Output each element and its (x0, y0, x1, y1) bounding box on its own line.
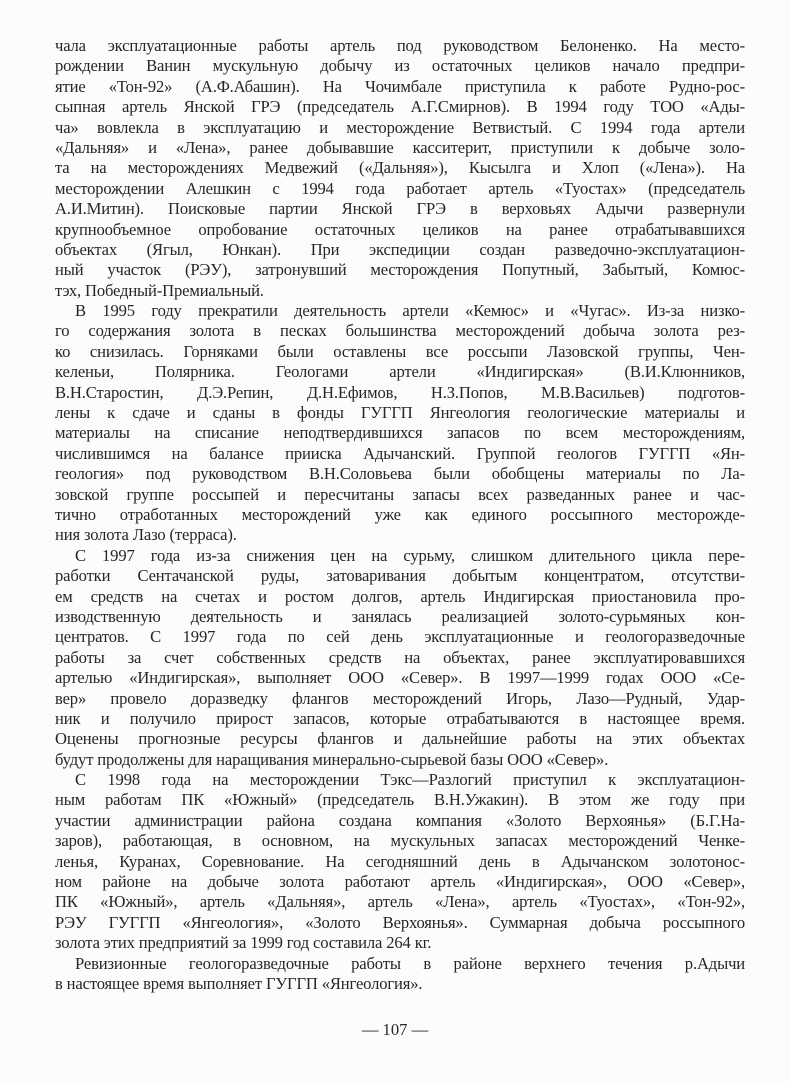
paragraph (55, 301, 745, 546)
text-line: вер» провело доразведку флангов месторождений Игорь, Лазо—Рудный, Удар- (55, 688, 745, 708)
text-line: РЭУ ГУГГП «Янгеология», «Золото Верхоянья». Суммарная добыча россыпного (55, 912, 745, 932)
text-line: крупнообъемное опробование остаточных целиков на ранее отрабатывавшихся (55, 219, 745, 239)
text-line: ем средств на счетах и ростом долгов, артель Индигирская приостановила про- (55, 586, 745, 606)
text-line: ный участок (РЭУ), затронувший месторождения Попутный, Забытый, Комюс- (55, 260, 745, 280)
text-line: работки Сентачанской руды, затоваривания добытым концентратом, отсутстви- (55, 566, 745, 586)
text-line: А.И.Митин). Поисковые партии Янской ГРЭ в верховьях Адычи развернули (55, 199, 745, 219)
text-line: С 1998 года на месторождении Тэкс—Разлогий приступил к эксплуатацион- (75, 770, 745, 790)
text-line: тично отработанных месторождений уже как единого россыпного месторожде- (55, 504, 745, 524)
text-line: Ревизионные геологоразведочные работы в районе верхнего течения р.Адычи (75, 953, 745, 973)
text-line: материалы на списание неподтвердившихся запасов по всем месторождениям, (55, 423, 745, 443)
paragraph (55, 36, 745, 301)
text-line: ятие «Тон-92» (А.Ф.Абашин). На Чочимбале приступила к работе Рудно-рос- (55, 76, 745, 96)
paragraph (55, 770, 745, 954)
text-line: геология» под руководством В.Н.Соловьева были обобщены материалы по Ла- (55, 464, 745, 484)
text-line: рождении Ванин мускульную добычу из остаточных целиков начало предпри- (55, 56, 745, 76)
text-line: ПК «Южный», артель «Дальняя», артель «Лена», артель «Туостах», «Тон-92», (55, 892, 745, 912)
text-line: объектах (Ягыл, Юнкан). При экспедиции создан разведочно-эксплуатацион- (55, 239, 745, 259)
text-line: го содержания золота в песках большинства месторождений добыча золота рез- (55, 321, 745, 341)
text-line: артелью «Индигирская», выполняет ООО «Север». В 1997—1999 годах ООО «Се- (55, 668, 745, 688)
text-line: тэх, Победный-Премиальный. (55, 280, 264, 300)
text-line: та на месторождениях Медвежий («Дальняя»), Кысылга и Хлоп («Лена»). На (55, 158, 745, 178)
text-line: «Дальняя» и «Лена», ранее добывавшие касситерит, приступили к добыче золо- (55, 137, 745, 157)
text-line: заров), работающая, в основном, на мускульных запасах месторождений Ченке- (55, 831, 745, 851)
text-line: ным работам ПК «Южный» (председатель В.Н.Ужакин). В этом же году при (55, 790, 745, 810)
text-line: будут продолжены для наращивания минерально-сырьевой базы ООО «Север». (55, 749, 609, 769)
text-line: ча» вовлекла в эксплуатацию и месторождение Ветвистый. С 1994 года артели (55, 117, 745, 137)
text-line: лены к сдаче и сданы в фонды ГУГГП Янгеология геологические материалы и (55, 403, 745, 423)
text-line: сыпная артель Янской ГРЭ (председатель А.Г.Смирнов). В 1994 году ТОО «Ады- (55, 97, 745, 117)
text-line: келеньи, Полярника. Геологами артели «Индигирская» (В.И.Клюнников, (55, 362, 745, 382)
text-line: ном районе на добыче золота работают артель «Индигирская», ООО «Север», (55, 872, 745, 892)
text-line: В 1995 году прекратили деятельность артели «Кемюс» и «Чугас». Из-за низко- (75, 301, 745, 321)
text-line: изводственную деятельность и занялась реализацией золото-сурьмяных кон- (55, 606, 745, 626)
text-line: ко снизилась. Горняками были оставлены все россыпи Лазовской группы, Чен- (55, 341, 745, 361)
text-line: Оценены прогнозные ресурсы флангов и дальнейшие работы на этих объектах (55, 729, 745, 749)
text-line: чала эксплуатационные работы артель под руководством Белоненко. На место- (55, 36, 745, 55)
text-line: центратов. С 1997 года по сей день эксплуатационные и геологоразведочные (55, 627, 745, 647)
text-line: В.Н.Старостин, Д.Э.Репин, Д.Н.Ефимов, Н.З.Попов, М.В.Васильев) подготов- (55, 382, 745, 402)
paragraph (55, 954, 745, 995)
text-line: в настоящее время выполняет ГУГГП «Янгеология». (55, 973, 423, 993)
text-line: ник и получило прирост запасов, которые отрабатываются в настоящее время. (55, 708, 745, 728)
text-line: ния золота Лазо (терраса). (55, 525, 237, 545)
text-line: ленья, Куранах, Соревнование. На сегодняшний день в Адычанском золотонос- (55, 851, 745, 871)
text-line: С 1997 года из-за снижения цен на сурьму, слишком длительного цикла пере- (75, 545, 745, 565)
page-number: — 107 — (361, 1020, 429, 1039)
text-line: работы за счет собственных средств на объектах, ранее эксплуатировавшихся (55, 647, 745, 667)
text-line: золота этих предприятий за 1999 год составила 264 кг. (55, 933, 432, 953)
text-line: месторождении Алешкин с 1994 года работает артель «Туостах» (председатель (55, 178, 745, 198)
text-line: участии администрации района создана компания «Золото Верхоянья» (Б.Г.На- (55, 810, 745, 830)
text-line: числившимся на балансе прииска Адычанский. Группой геологов ГУГГП «Ян- (55, 443, 745, 463)
text-line: зовской группе россыпей и пересчитаны запасы всех разведанных ранее и час- (55, 484, 745, 504)
paragraph (55, 546, 745, 770)
document-body (55, 36, 745, 994)
